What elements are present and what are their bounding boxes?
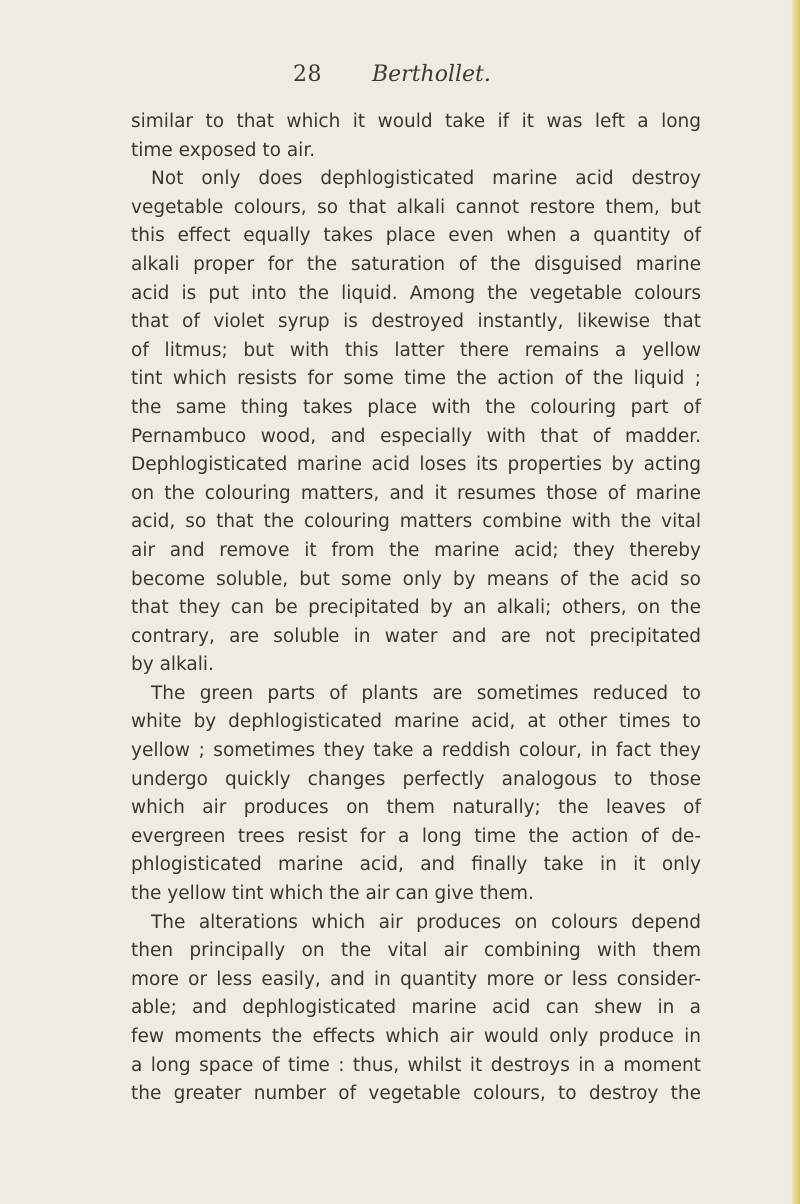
text-line: more or less easily, and in quantity more or less consider- (131, 968, 701, 990)
text-line: The green parts of plants are sometimes reduced to (151, 682, 701, 704)
text-line: evergreen trees resist for a long time the action of de- (131, 825, 701, 847)
text-line: vegetable colours, so that alkali cannot restore them, but (131, 196, 701, 218)
text-line: air and remove it from the marine acid; they thereby (131, 539, 701, 561)
page-edge (791, 0, 800, 1204)
text-line: that of violet syrup is destroyed instantly, likewise that (131, 311, 701, 333)
text-line: able; and dephlogisticated marine acid can shew in a (131, 997, 701, 1019)
text-line: become soluble, but some only by means of the acid so (131, 568, 701, 590)
text-line: by alkali. (131, 654, 214, 676)
text-line: which air produces on them naturally; the leaves of (131, 797, 701, 819)
text-line: acid is put into the liquid. Among the vegetable colours (131, 282, 701, 304)
text-line: the greater number of vegetable colours, to destroy the (131, 1083, 701, 1105)
text-line: tint which resists for some time the action of the liquid ; (131, 368, 701, 390)
text-line: this effect equally takes place even when a quantity of (131, 225, 701, 247)
text-line: The alterations which air produces on colours depend (151, 911, 701, 933)
page-number: 28 (293, 62, 322, 87)
text-line: acid, so that the colouring matters combine with the vital (131, 511, 701, 533)
running-title: Berthollet. (372, 62, 491, 87)
text-line: contrary, are soluble in water and are not precipitated (131, 625, 701, 647)
text-line: of litmus; but with this latter there remains a yellow (131, 339, 701, 361)
text-line: the same thing takes place with the colouring part of (131, 396, 701, 418)
text-line: Pernambuco wood, and especially with that of madder. (131, 425, 701, 447)
text-line: on the colouring matters, and it resumes those of marine (131, 482, 701, 504)
text-line: undergo quickly changes perfectly analogous to those (131, 768, 701, 790)
text-line: alkali proper for the saturation of the disguised marine (131, 253, 701, 275)
text-line: a long space of time : thus, whilst it destroys in a moment (131, 1054, 701, 1076)
text-line: few moments the effects which air would only produce in (131, 1026, 701, 1047)
text-line: yellow ; sometimes they take a reddish colour, in fact they (131, 740, 701, 762)
text-line: phlogisticated marine acid, and finally take in it only (131, 854, 701, 876)
page-header (0, 62, 800, 92)
text-line: Dephlogisticated marine acid loses its properties by acting (131, 454, 701, 476)
text-line: similar to that which it would take if it was left a long (131, 111, 701, 132)
text-line: white by dephlogisticated marine acid, at other times to (131, 711, 701, 733)
text-line: time exposed to air. (131, 139, 316, 161)
text-line: that they can be precipitated by an alkali; others, on the (131, 597, 701, 619)
text-line: then principally on the vital air combining with them (131, 940, 701, 962)
body-text (131, 108, 701, 1109)
text-line: Not only does dephlogisticated marine acid destroy (151, 168, 701, 190)
text-line: the yellow tint which the air can give them. (131, 883, 534, 905)
